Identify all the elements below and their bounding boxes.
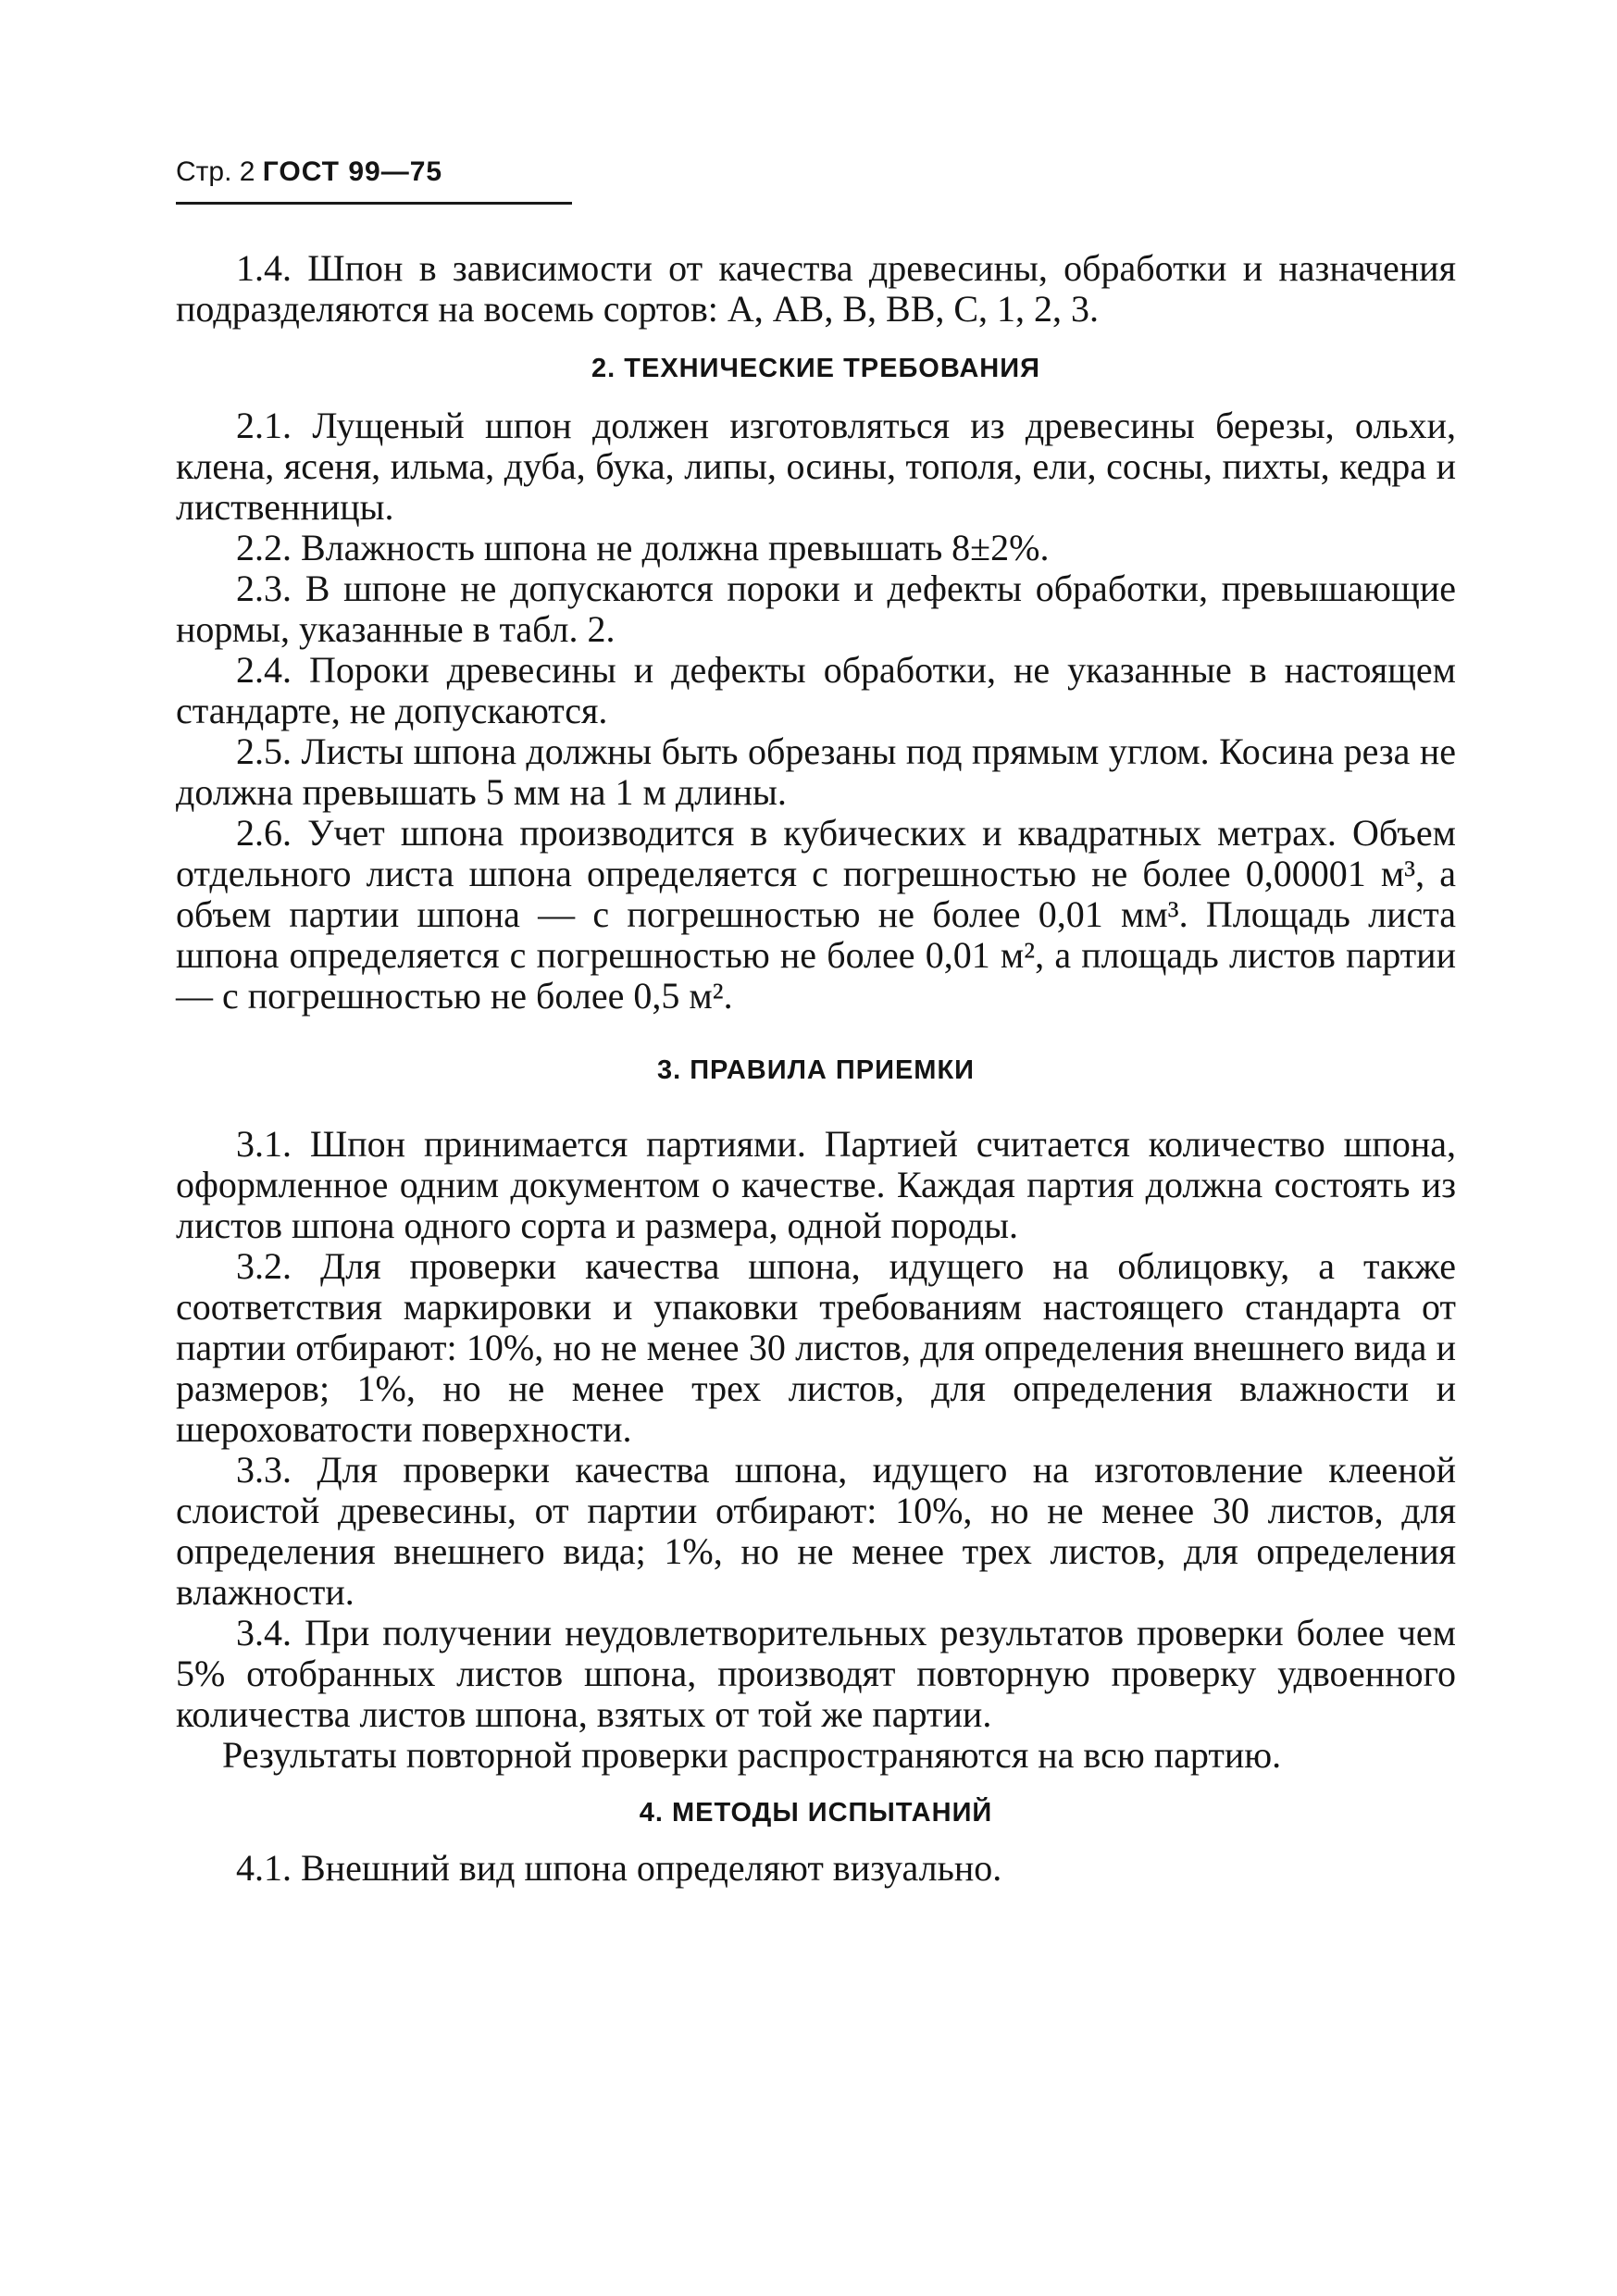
section-2-title: 2. ТЕХНИЧЕСКИЕ ТРЕБОВАНИЯ (591, 354, 1040, 383)
paragraph-4-1: 4.1. Внешний вид шпона определяют визуально. (236, 1847, 1002, 1889)
page-number: Стр. 2 (176, 156, 255, 187)
paragraph-2-3: 2.3. В шпоне не допускаются пороки и дефекты обработки, превышающие нормы, указанные в табл. 2. (176, 568, 1456, 650)
page-header (176, 156, 572, 205)
paragraph-2-5: 2.5. Листы шпона должны быть обрезаны под прямым углом. Косина реза не должна превышать 5 мм на 1 м длины. (176, 730, 1456, 813)
paragraph-2-4: 2.4. Пороки древесины и дефекты обработки, не указанные в настоящем стандарте, не допускаются. (176, 649, 1456, 731)
paragraph-3-1: 3.1. Шпон принимается партиями. Партией считается количество шпона, оформленное одним документом о качестве. Каждая партия должна состоять из листов шпона одного сорта и размера, одной породы. (176, 1123, 1456, 1246)
paragraph-3-3: 3.3. Для проверки качества шпона, идущего на изготовление клееной слоистой древесины, от партии отбирают: 10%, но не менее 30 листов, для определения внешнего вида; 1%, но не менее трех листов, для определения влажности. (176, 1449, 1456, 1613)
paragraph-3-4-result: Результаты повторной проверки распространяются на всю партию. (222, 1734, 1282, 1776)
section-4-title: 4. МЕТОДЫ ИСПЫТАНИЙ (639, 1798, 993, 1828)
paragraph-2-2: 2.2. Влажность шпона не должна превышать 8±2%. (236, 527, 1050, 568)
paragraph-3-4: 3.4. При получении неудовлетворительных результатов проверки более чем 5% отобранных листов шпона, производят повторную проверку удвоенного количества листов шпона, взятых от той же партии. (176, 1612, 1456, 1735)
section-3-title: 3. ПРАВИЛА ПРИЕМКИ (656, 1055, 976, 1085)
standard-code: ГОСТ 99—75 (262, 156, 443, 187)
document-body (176, 248, 1456, 1889)
paragraph-2-1: 2.1. Лущеный шпон должен изготовляться из древесины березы, ольхи, клена, ясеня, ильма, дуба, бука, липы, осины, тополя, ели, сосны, пихты, кедра и лиственницы. (176, 405, 1456, 528)
paragraph-1-4: 1.4. Шпон в зависимости от качества древесины, обработки и назначения подразделяются на восемь сортов: А, АВ, В, ВВ, С, 1, 2, 3. (176, 247, 1456, 330)
paragraph-2-6: 2.6. Учет шпона производится в кубических и квадратных метрах. Объем отдельного листа шпона определяется с погрешностью не более 0,00001 м³, а объем партии шпона — с погрешностью не более 0,01 мм³. Площадь листа шпона определяется с погрешностью не более 0,01 м², а площадь листов партии — с погрешностью не более 0,5 м². (176, 812, 1456, 1017)
paragraph-3-2: 3.2. Для проверки качества шпона, идущего на облицовку, а также соответствия маркировки и упаковки требованиям настоящего стандарта от партии отбирают: 10%, но не менее 30 листов, для определения внешнего вида и размеров; 1%, но не менее трех листов, для определения влажности и шероховатости поверхности. (176, 1245, 1456, 1450)
